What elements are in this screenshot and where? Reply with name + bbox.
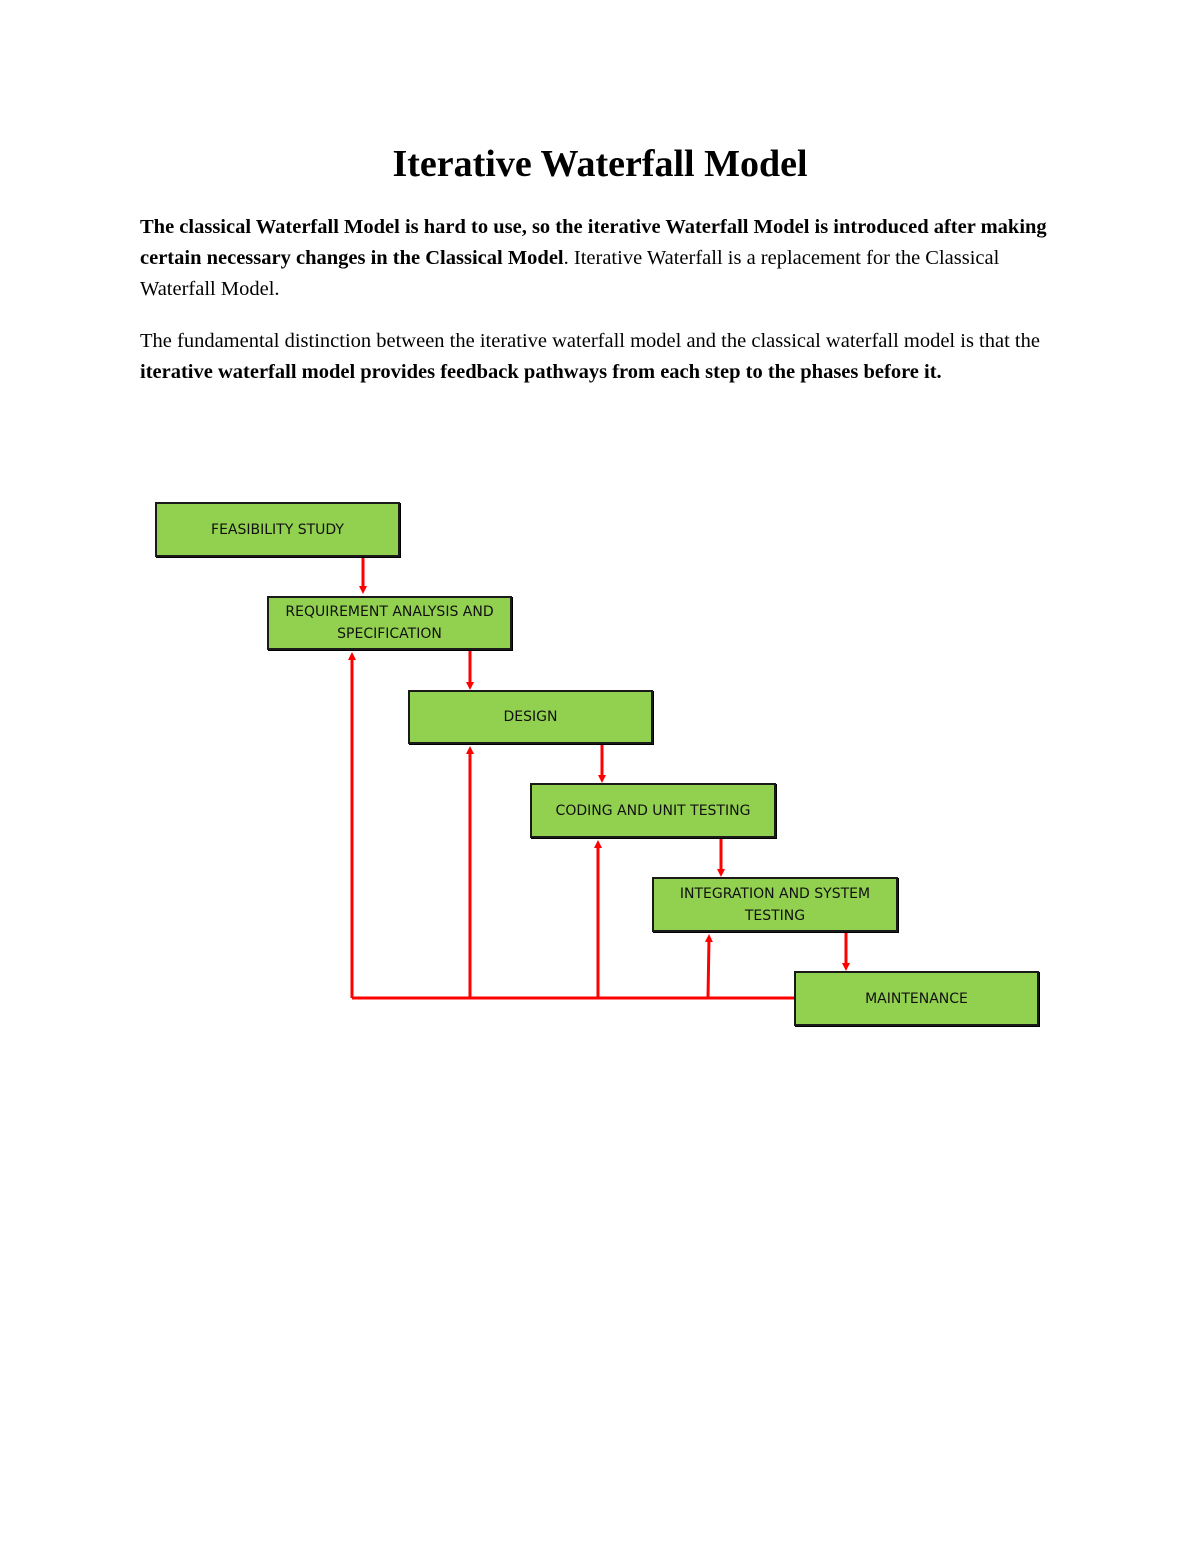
intro-bold-text: The classical Waterfall Model is hard to use, so the iterative Waterfall Model is introduced after making certain necessary changes in the Classical Model bbox=[140, 216, 1047, 269]
distinction-bold-text: iterative waterfall model provides feedback pathways from each step to the phases before it. bbox=[140, 361, 942, 383]
phase-label: INTEGRATION AND SYSTEM TESTING bbox=[679, 885, 871, 924]
phase-label: CODING AND UNIT TESTING bbox=[555, 802, 751, 819]
distinction-paragraph bbox=[140, 326, 1070, 388]
phase-label: DESIGN bbox=[503, 709, 558, 725]
feedback-to-integration bbox=[708, 938, 709, 998]
intro-normal-text: . Iterative Waterfall is a replacement for the Classical Waterfall Model. bbox=[140, 247, 1000, 300]
phase-box-coding-and-unit-testing bbox=[530, 783, 776, 838]
phase-label: REQUIREMENT ANALYSIS AND SPECIFICATION bbox=[285, 604, 494, 642]
distinction-normal-text: The fundamental distinction between the iterative waterfall model and the classical waterfall model is that the bbox=[140, 330, 1040, 352]
phase-box-design bbox=[408, 690, 653, 744]
page-title: Iterative Waterfall Model bbox=[392, 143, 808, 185]
phase-box-integration-and-system-testing bbox=[652, 877, 898, 932]
phase-box-maintenance bbox=[794, 971, 1039, 1026]
intro-paragraph bbox=[140, 212, 1070, 305]
phase-label: FEASIBILITY STUDY bbox=[211, 521, 344, 538]
phase-box-feasibility-study bbox=[155, 502, 400, 557]
phase-label: MAINTENANCE bbox=[865, 990, 968, 1007]
phase-box-requirement-analysis bbox=[267, 596, 512, 650]
